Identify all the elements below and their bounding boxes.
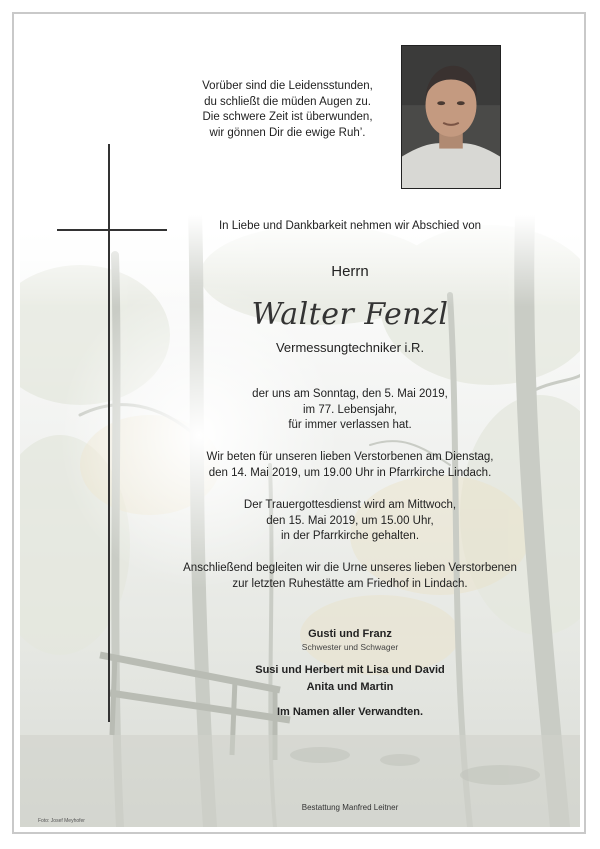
farewell-intro: In Liebe und Dankbarkeit nehmen wir Abschied von: [218, 220, 482, 232]
cross-horizontal-bar: [57, 229, 167, 231]
mourner-names: Gusti und Franz: [308, 628, 392, 640]
mourner-names: Anita und Martin: [306, 681, 394, 693]
rosary-line: Wir beten für unseren lieben Verstorbenen am Dienstag,: [206, 451, 494, 463]
mourners-list: [200, 628, 500, 718]
poem-line: du schließt die müden Augen zu.: [204, 95, 371, 108]
deceased-name: Walter Fenzl: [251, 297, 449, 332]
portrait-photo: [401, 45, 501, 189]
funeral-mass-notice: [200, 498, 500, 545]
undertaker-name: Bestattung Manfred Leitner: [301, 803, 399, 812]
mourner-relation: Schwester und Schwager: [301, 642, 399, 652]
mourners-closing: Im Namen aller Verwandten.: [276, 706, 424, 718]
salutation: Herrn: [331, 263, 369, 280]
death-notice-line: der uns am Sonntag, den 5. Mai 2019,: [252, 388, 448, 400]
funeral-mass-line: Der Trauergottesdienst wird am Mittwoch,: [243, 499, 457, 511]
funeral-mass-line: in der Pfarrkirche gehalten.: [280, 530, 420, 542]
poem: [185, 79, 390, 141]
photo-credit: Foto: Josef Meyhofer: [38, 818, 85, 824]
poem-line: wir gönnen Dir die ewige Ruh’.: [209, 126, 366, 139]
poem-line: Die schwere Zeit ist überwunden,: [202, 111, 373, 123]
death-notice: [215, 387, 485, 434]
death-notice-line: im 77. Lebensjahr,: [303, 403, 397, 416]
rosary-notice: [170, 450, 530, 481]
urn-line: Anschließend begleiten wir die Urne unseres lieben Verstorbenen: [183, 562, 517, 574]
funeral-mass-line: den 15. Mai 2019, um 15.00 Uhr,: [266, 514, 434, 527]
urn-line: zur letzten Ruhestätte am Friedhof in Lindach.: [232, 577, 468, 590]
poem-line: Vorüber sind die Leidensstunden,: [202, 80, 373, 92]
rosary-line: den 14. Mai 2019, um 19.00 Uhr in Pfarrkirche Lindach.: [208, 466, 492, 479]
mourner-names: Susi und Herbert mit Lisa und David: [255, 664, 445, 676]
deceased-occupation: Vermessungtechniker i.R.: [275, 340, 425, 355]
death-notice-line: für immer verlassen hat.: [288, 419, 412, 431]
urn-burial-notice: [150, 561, 550, 592]
